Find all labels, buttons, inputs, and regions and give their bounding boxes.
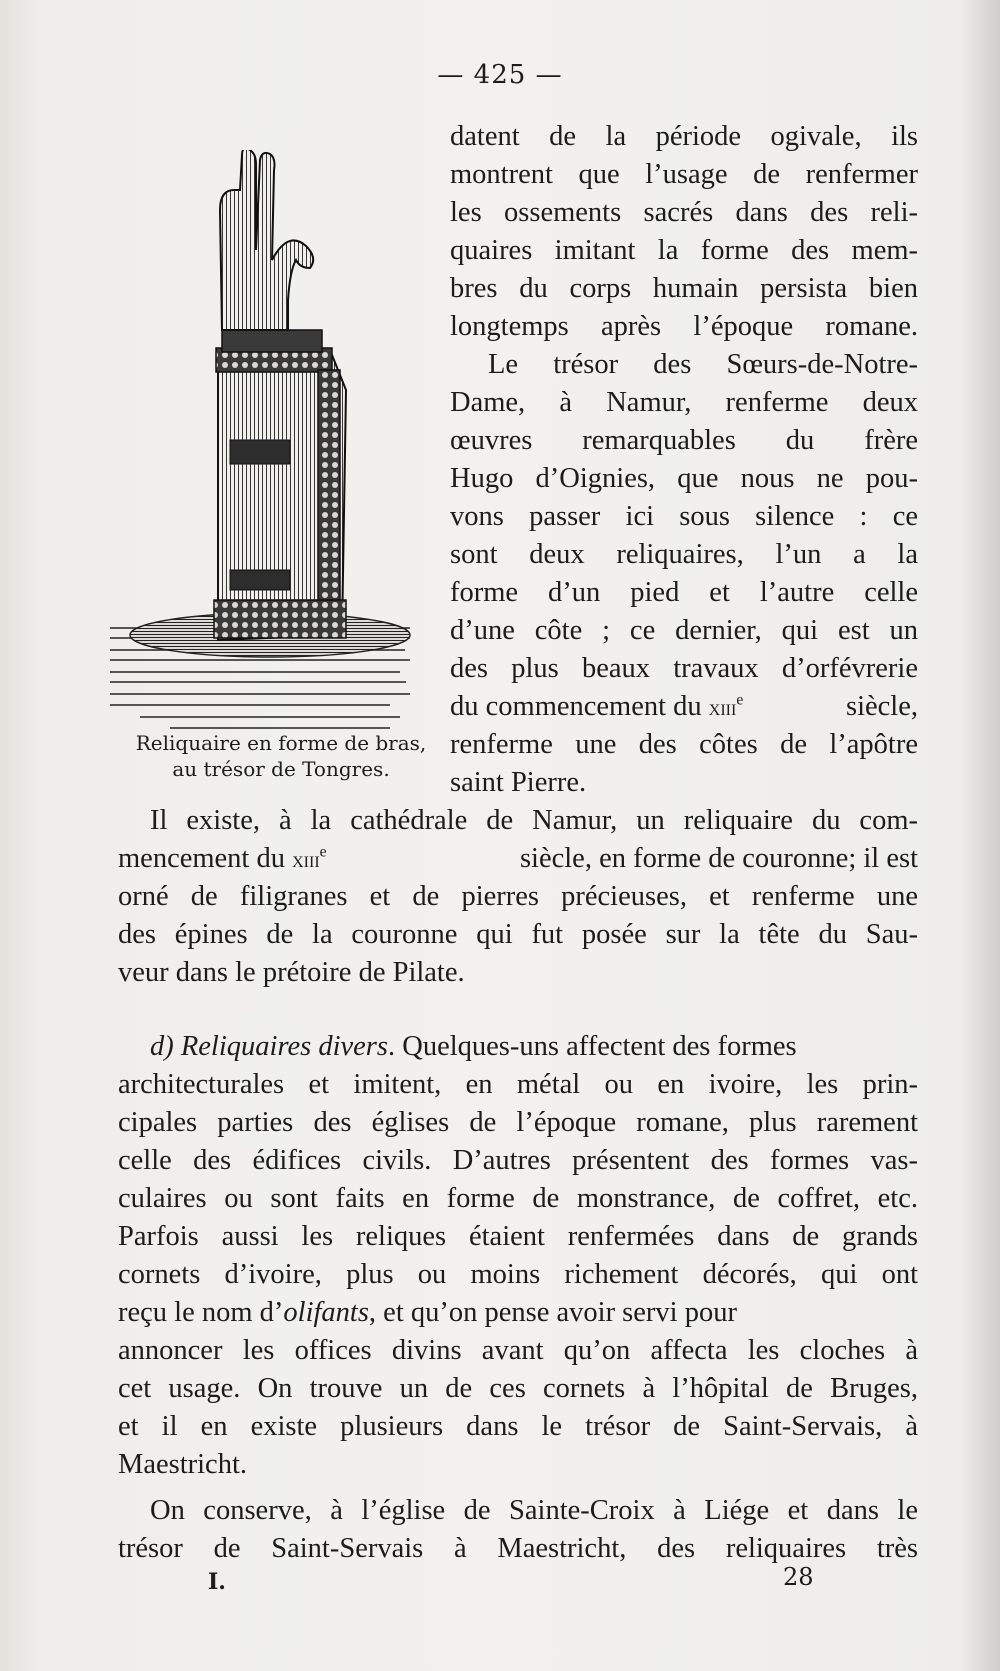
figure-caption-line-2: au trésor de Tongres.	[172, 757, 390, 781]
text-line: vons passer ici sous silence : ce	[450, 501, 918, 532]
text-line: Il existe, à la cathédrale de Namur, un reliquaire du com-	[150, 805, 918, 836]
section-letter: d)	[150, 1031, 174, 1062]
signature-mark: I.	[208, 1569, 226, 1595]
text-line: datent de la période ogivale, ils	[450, 121, 918, 152]
text-line: forme d’un pied et l’autre celle	[450, 577, 918, 608]
text-line: des épines de la couronne qui fut posée sur la tête du Sau-	[118, 919, 918, 950]
text-line: saint Pierre.	[450, 767, 587, 798]
text-line	[118, 842, 918, 877]
text-line	[150, 1030, 918, 1064]
text-line	[118, 1296, 918, 1330]
text-line: Maestricht.	[118, 1449, 248, 1480]
text-segment: reçu le nom d’olifants, et qu’on pense avoir servi pour	[118, 1297, 737, 1328]
arm-reliquary-illustration	[110, 150, 440, 780]
text-line: quaires imitant la forme des mem-	[450, 235, 918, 266]
text-line: annoncer les offices divins avant qu’on affecta les cloches à	[118, 1335, 918, 1366]
text-line: cornets d’ivoire, plus ou moins richement décorés, qui ont	[118, 1259, 918, 1290]
text-segment: siècle, en forme de couronne; il est	[519, 843, 918, 874]
text-line: architecturales et imitent, en métal ou en ivoire, les prin-	[118, 1069, 918, 1100]
text-line: Dame, à Namur, renferme deux	[450, 387, 918, 418]
text-line	[450, 690, 918, 725]
text-segment: mencement du xiii$^e$	[118, 843, 327, 874]
text-segment: d) Reliquaires divers. Quelques-uns affectent des formes	[150, 1031, 797, 1062]
text-line: des plus beaux travaux d’orfévrerie	[450, 653, 918, 684]
sheet-number: 28	[783, 1563, 814, 1591]
text-line: longtemps après l’époque romane.	[450, 311, 918, 342]
text-line: veur dans le prétoire de Pilate.	[118, 957, 465, 988]
text-line: renferme une des côtes de l’apôtre	[450, 729, 918, 760]
text-line: Parfois aussi les reliques étaient renfermées dans de grands	[118, 1221, 918, 1252]
text-line: montrent que l’usage de renfermer	[450, 159, 918, 190]
text-line: culaires ou sont faits en forme de monstrance, de coffret, etc.	[118, 1183, 918, 1214]
text-line: Hugo d’Oignies, que nous ne pou-	[450, 463, 918, 494]
text-line: cipales parties des églises de l’époque romane, plus rarement	[118, 1107, 918, 1138]
text-line: celle des édifices civils. D’autres présentent des formes vas-	[118, 1145, 918, 1176]
text-segment: siècle,	[845, 691, 918, 722]
text-line: bres du corps humain persista bien	[450, 273, 918, 304]
text-line: Le trésor des Sœurs-de-Notre-	[488, 349, 918, 380]
text-line: œuvres remarquables du frère	[450, 425, 918, 456]
text-segment: du commencement du xiii$^e$	[450, 691, 744, 722]
text-line: On conserve, à l’église de Sainte-Croix à Liége et dans le	[150, 1495, 918, 1526]
text-line: trésor de Saint-Servais à Maestricht, des reliquaires très	[118, 1533, 918, 1564]
text-line: orné de filigranes et de pierres précieuses, et renferme une	[118, 881, 918, 912]
text-line: d’une côte ; ce dernier, qui est un	[450, 615, 918, 646]
text-line: cet usage. On trouve un de ces cornets à l’hôpital de Bruges,	[118, 1373, 918, 1404]
page-number: — 425 —	[437, 60, 563, 90]
text-line: et il en existe plusieurs dans le trésor de Saint-Servais, à	[118, 1411, 918, 1442]
text-line: sont deux reliquaires, l’un a la	[450, 539, 918, 570]
section-heading: Reliquaires divers	[180, 1031, 388, 1062]
text-line: les ossements sacrés dans des reli-	[450, 197, 918, 228]
figure-caption-line-1: Reliquaire en forme de bras,	[135, 731, 427, 755]
